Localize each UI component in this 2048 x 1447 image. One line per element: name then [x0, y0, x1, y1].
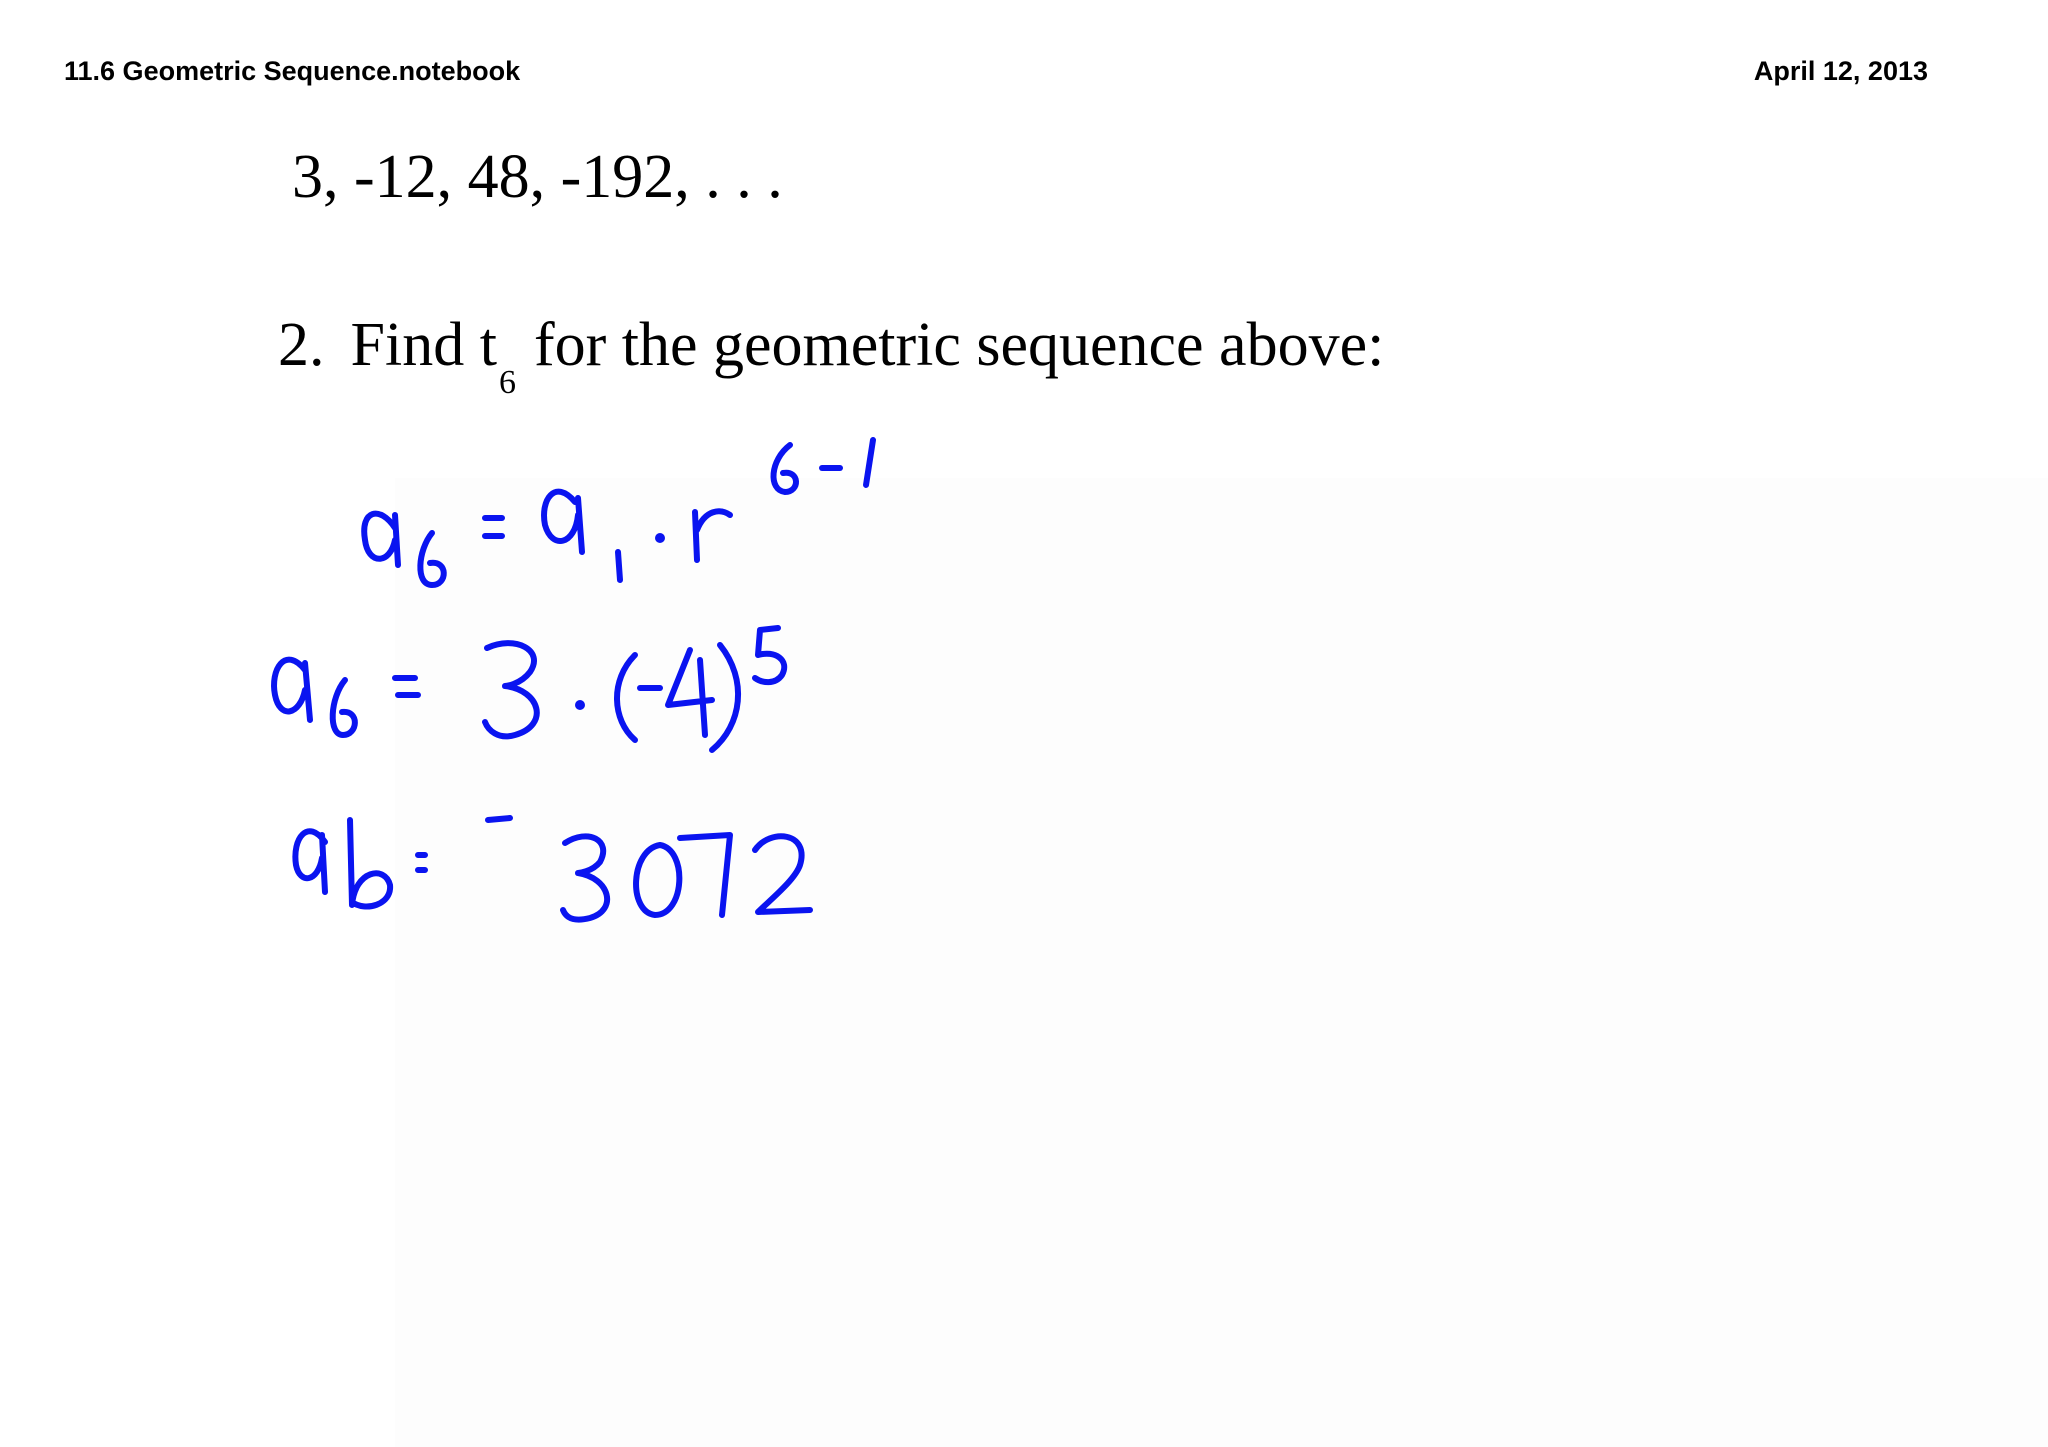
- question-suffix: for the geometric sequence above:: [533, 311, 1385, 379]
- question-text: [278, 311, 1385, 401]
- ink-background-region: [395, 478, 2048, 1447]
- question-prefix: Find t: [350, 311, 497, 379]
- question-subscript: 6: [498, 364, 516, 401]
- notebook-date: April 12, 2013: [1753, 56, 1928, 86]
- notebook-filename: 11.6 Geometric Sequence.notebook: [64, 56, 521, 86]
- sequence-text: 3, -12, 48, -192, . . .: [292, 143, 783, 211]
- question-number: 2.: [278, 311, 325, 379]
